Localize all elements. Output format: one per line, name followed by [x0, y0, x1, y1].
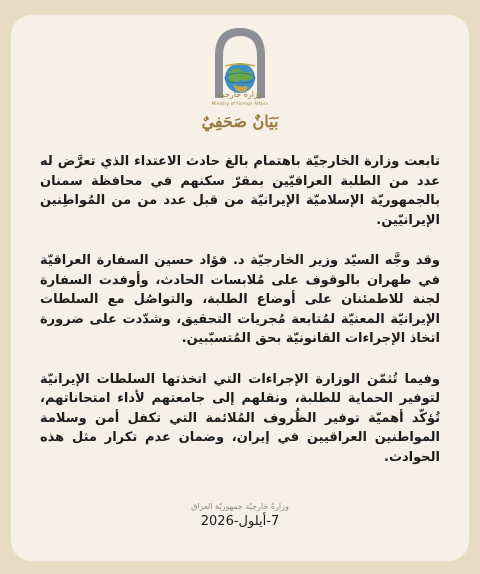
paragraph: وفيما تُثمّن الوزارة الإجراءات التي اتخذتها السلطات الإيرانيّة لتوفير الحماية للطلبة، ونقلهم إلى جامعتهم لأداء امتحاناتهم، تُؤكّد أهميّة توفير الظُروف المُلائمة التي تكفل أمن وسلامة المواطنين العراقيين في إيران، وضمان عدم تكرار مثل هذه الحوادث.: [40, 371, 440, 465]
ministry-name-arabic: وزارة خارجية: [218, 90, 262, 99]
signature-line: وزارةُ خارجيّة جمهوريّة العراق: [191, 502, 289, 511]
statement-title: بَيَانٌ صَحَفِيٌ: [201, 112, 279, 131]
statement-date: 7-أيلول-2026: [200, 514, 280, 529]
paragraph: تابعت وزارة الخارجيّة باهتمام بالغ حادث الاعتداء الذي تعرَّض له عدد من الطلبة العراقيّين بمقرّ سكنهم في محافظة سمنان بالجمهوريّة الإسلاميّة الإيرانيّة من قبل عدد من من المُواطِنين الإيرانيّين.: [40, 154, 440, 228]
ministry-emblem-icon: [207, 22, 273, 100]
paragraph: وقد وجَّه السيّد وزير الخارجيّة د. فؤاد حسين السفارة العراقيّة في طهران بالوقوف على مُلابسات الحادث، وأوفدت السفارة لجنة للاطمئنان على أوضاع الطلبة، والتواصُل مع السلطات الإيرانيّة المعنيّة لمُتابعة مُجريات التحقيق، وشدّدت على ضرورة اتخاذ الإجراءات القانونيّة بحق المُتسبّبين.: [40, 253, 440, 346]
ministry-name-english: Ministry of Foreign Affairs: [211, 101, 269, 106]
statement-body: [40, 152, 440, 488]
